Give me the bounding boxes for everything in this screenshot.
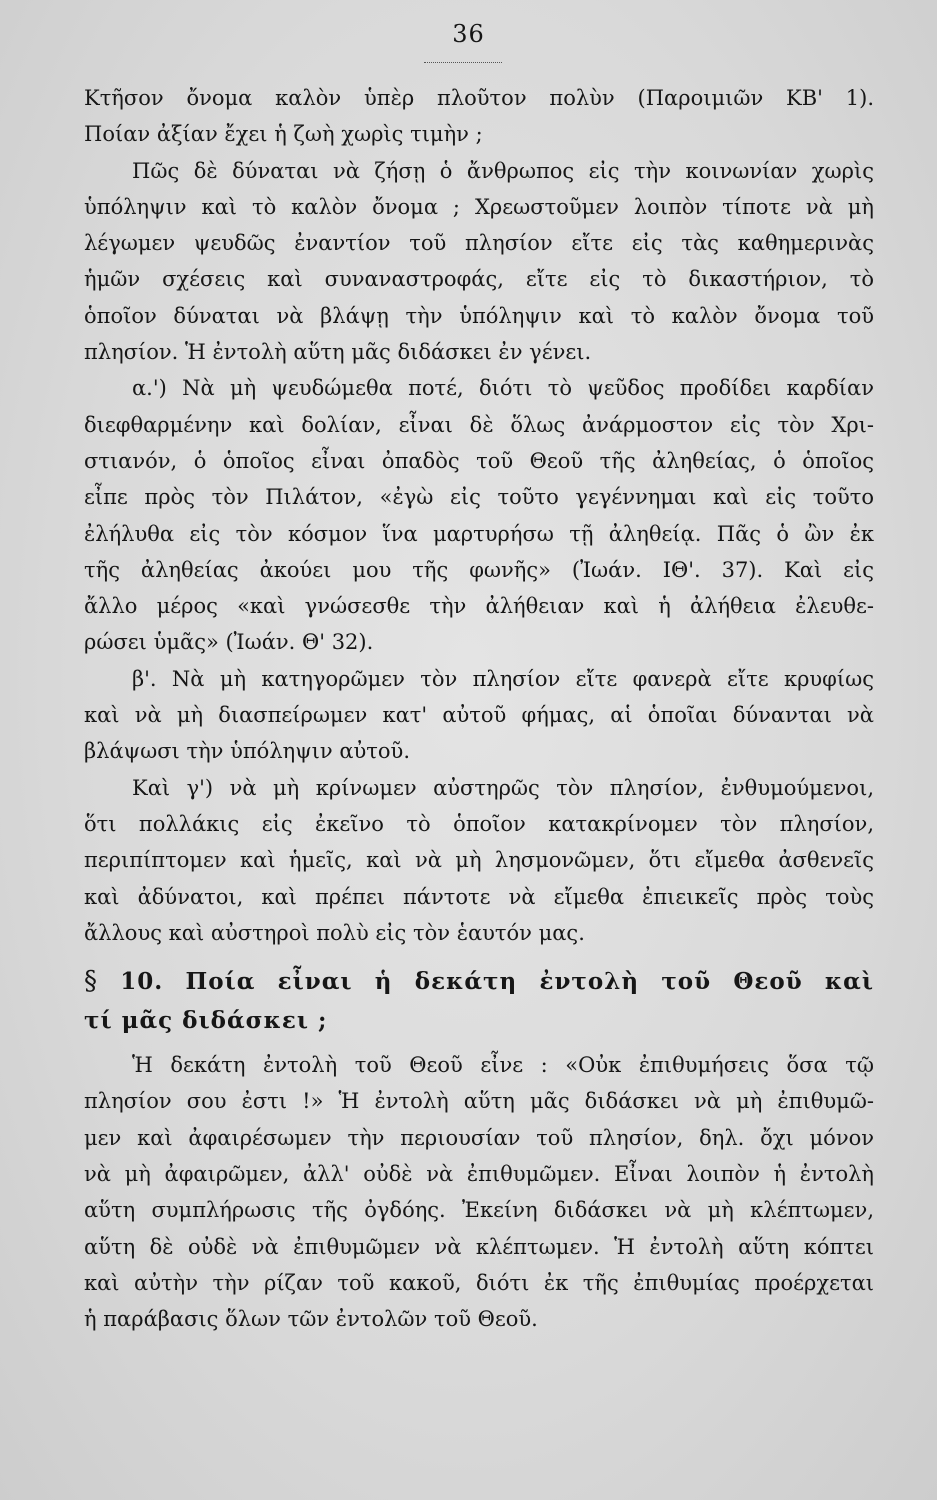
text-line: ἄλλο μέρος «καὶ γνώσεσθε τὴν ἀλήθειαν καὶ ἡ ἀλήθεια ἐλευθε- bbox=[84, 594, 874, 619]
paragraph-p1 bbox=[84, 153, 874, 371]
section-title-line-1: Ποία εἶναι ἡ δεκάτη ἐντολὴ τοῦ Θεοῦ καὶ bbox=[185, 968, 874, 996]
section-heading-line-2 bbox=[84, 1001, 874, 1041]
text-line: ἡ παράβασις ὅλων τῶν ἐντολῶν τοῦ Θεοῦ. bbox=[84, 1307, 538, 1332]
page-body bbox=[84, 80, 874, 1338]
text-line: καὶ νὰ μὴ διασπείρωμεν κατ' αὐτοῦ φήμας, αἱ ὁποῖαι δύνανται νὰ bbox=[84, 703, 874, 728]
page-number: 36 bbox=[452, 20, 485, 48]
paragraph-p3 bbox=[84, 661, 874, 770]
paragraph-intro bbox=[84, 80, 874, 153]
final-paragraph bbox=[84, 1047, 874, 1337]
text-line: καὶ αὐτὴν τὴν ρίζαν τοῦ κακοῦ, διότι ἐκ τῆς ἐπιθυμίας προέρχεται bbox=[84, 1270, 874, 1295]
section-title-line-2: τί μᾶς διδάσκει ; bbox=[84, 1007, 328, 1035]
text-line: διεφθαρμένην καὶ δολίαν, εἶναι δὲ ὅλως ἀνάρμοστον εἰς τὸν Χρι- bbox=[84, 412, 874, 437]
text-line: Καὶ γ') νὰ μὴ κρίνωμεν αὐστηρῶς τὸν πλησίον, ἐνθυμούμενοι, bbox=[132, 775, 874, 800]
paragraphs bbox=[84, 80, 874, 951]
text-line: στιανόν, ὁ ὁποῖος εἶναι ὀπαδὸς τοῦ Θεοῦ τῆς ἀληθείας, ὁ ὁποῖος bbox=[84, 448, 874, 473]
text-line: καὶ ἀδύνατοι, καὶ πρέπει πάντοτε νὰ εἴμεθα ἐπιεικεῖς πρὸς τοὺς bbox=[84, 884, 874, 909]
text-line: ὅτι πολλάκις εἰς ἐκεῖνο τὸ ὁποῖον κατακρίνομεν τὸν πλησίον, bbox=[84, 811, 874, 836]
text-line: ὁποῖον δύναται νὰ βλάψῃ τὴν ὑπόληψιν καὶ τὸ καλὸν ὄνομα τοῦ bbox=[84, 303, 874, 328]
text-line: πλησίον σου ἐστι !» Ἡ ἐντολὴ αὕτη μᾶς διδάσκει νὰ μὴ ἐπιθυμῶ- bbox=[84, 1089, 874, 1114]
section-sign: § bbox=[84, 966, 98, 997]
section-heading-line-1 bbox=[84, 961, 874, 1001]
text-line: αὕτη συμπλήρωσις τῆς ὀγδόης. Ἐκείνη διδάσκει νὰ μὴ κλέπτωμεν, bbox=[84, 1198, 874, 1223]
text-line: Ἡ δεκάτη ἐντολὴ τοῦ Θεοῦ εἶνε : «Οὐκ ἐπιθυμήσεις ὅσα τῷ bbox=[132, 1053, 874, 1078]
text-line: ἄλλους καὶ αὐστηροὶ πολὺ εἰς τὸν ἑαυτόν μας. bbox=[84, 920, 585, 945]
text-line: ὑπόληψιν καὶ τὸ καλὸν ὄνομα ; Χρεωστοῦμεν λοιπὸν τίποτε νὰ μὴ bbox=[84, 194, 874, 219]
text-line: ἡμῶν σχέσεις καὶ συναναστροφάς, εἴτε εἰς τὸ δικαστήριον, τὸ bbox=[84, 267, 874, 292]
text-line: πλησίον. Ἡ ἐντολὴ αὕτη μᾶς διδάσκει ἐν γένει. bbox=[84, 340, 592, 365]
text-line: λέγωμεν ψευδῶς ἐναντίον τοῦ πλησίον εἴτε εἰς τὰς καθημερινὰς bbox=[84, 231, 874, 256]
text-line: περιπίπτομεν καὶ ἡμεῖς, καὶ νὰ μὴ λησμονῶμεν, ὅτι εἴμεθα ἀσθενεῖς bbox=[84, 848, 874, 873]
text-line: Κτῆσον ὄνομα καλὸν ὑπὲρ πλοῦτον πολὺν (Παροιμιῶν ΚΒ' 1). bbox=[84, 86, 874, 110]
text-line: μεν καὶ ἀφαιρέσωμεν τὴν περιουσίαν τοῦ πλησίον, δηλ. ὄχι μόνον bbox=[84, 1125, 874, 1150]
text-line: ρώσει ὑμᾶς» (Ἰωάν. Θ' 32). bbox=[84, 630, 374, 655]
text-line: τῆς ἀληθείας ἀκούει μου τῆς φωνῆς» (Ἰωάν. ΙΘ'. 37). Καὶ εἰς bbox=[84, 557, 874, 582]
text-line: νὰ μὴ ἀφαιρῶμεν, ἀλλ' οὐδὲ νὰ ἐπιθυμῶμεν. Εἶναι λοιπὸν ἡ ἐντολὴ bbox=[84, 1162, 874, 1187]
section-number: 10. bbox=[120, 968, 164, 996]
text-line: α.') Νὰ μὴ ψευδώμεθα ποτέ, διότι τὸ ψεῦδος προδίδει καρδίαν bbox=[132, 376, 874, 401]
text-line: Πῶς δὲ δύναται νὰ ζήσῃ ὁ ἄνθρωπος εἰς τὴν κοινωνίαν χωρὶς bbox=[132, 158, 874, 183]
section-gap bbox=[84, 951, 874, 961]
text-line: εἶπε πρὸς τὸν Πιλάτον, «ἐγὼ εἰς τοῦτο γεγέννημαι καὶ εἰς τοῦτο bbox=[84, 485, 874, 510]
text-line: βλάψωσι τὴν ὑπόληψιν αὐτοῦ. bbox=[84, 739, 411, 764]
page-number-rule bbox=[424, 62, 502, 63]
text-line: αὕτη δὲ οὐδὲ νὰ ἐπιθυμῶμεν νὰ κλέπτωμεν. Ἡ ἐντολὴ αὕτη κόπτει bbox=[84, 1234, 874, 1259]
text-line: β'. Νὰ μὴ κατηγορῶμεν τὸν πλησίον εἴτε φανερὰ εἴτε κρυφίως bbox=[132, 666, 874, 691]
text-line: ἐλήλυθα εἰς τὸν κόσμον ἵνα μαρτυρήσω τῇ ἀληθείᾳ. Πᾶς ὁ ὢν ἐκ bbox=[84, 521, 874, 546]
paragraph-p4 bbox=[84, 770, 874, 951]
text-line: Ποίαν ἀξίαν ἔχει ἡ ζωὴ χωρὶς τιμὴν ; bbox=[84, 122, 483, 147]
paragraph-p2 bbox=[84, 370, 874, 660]
